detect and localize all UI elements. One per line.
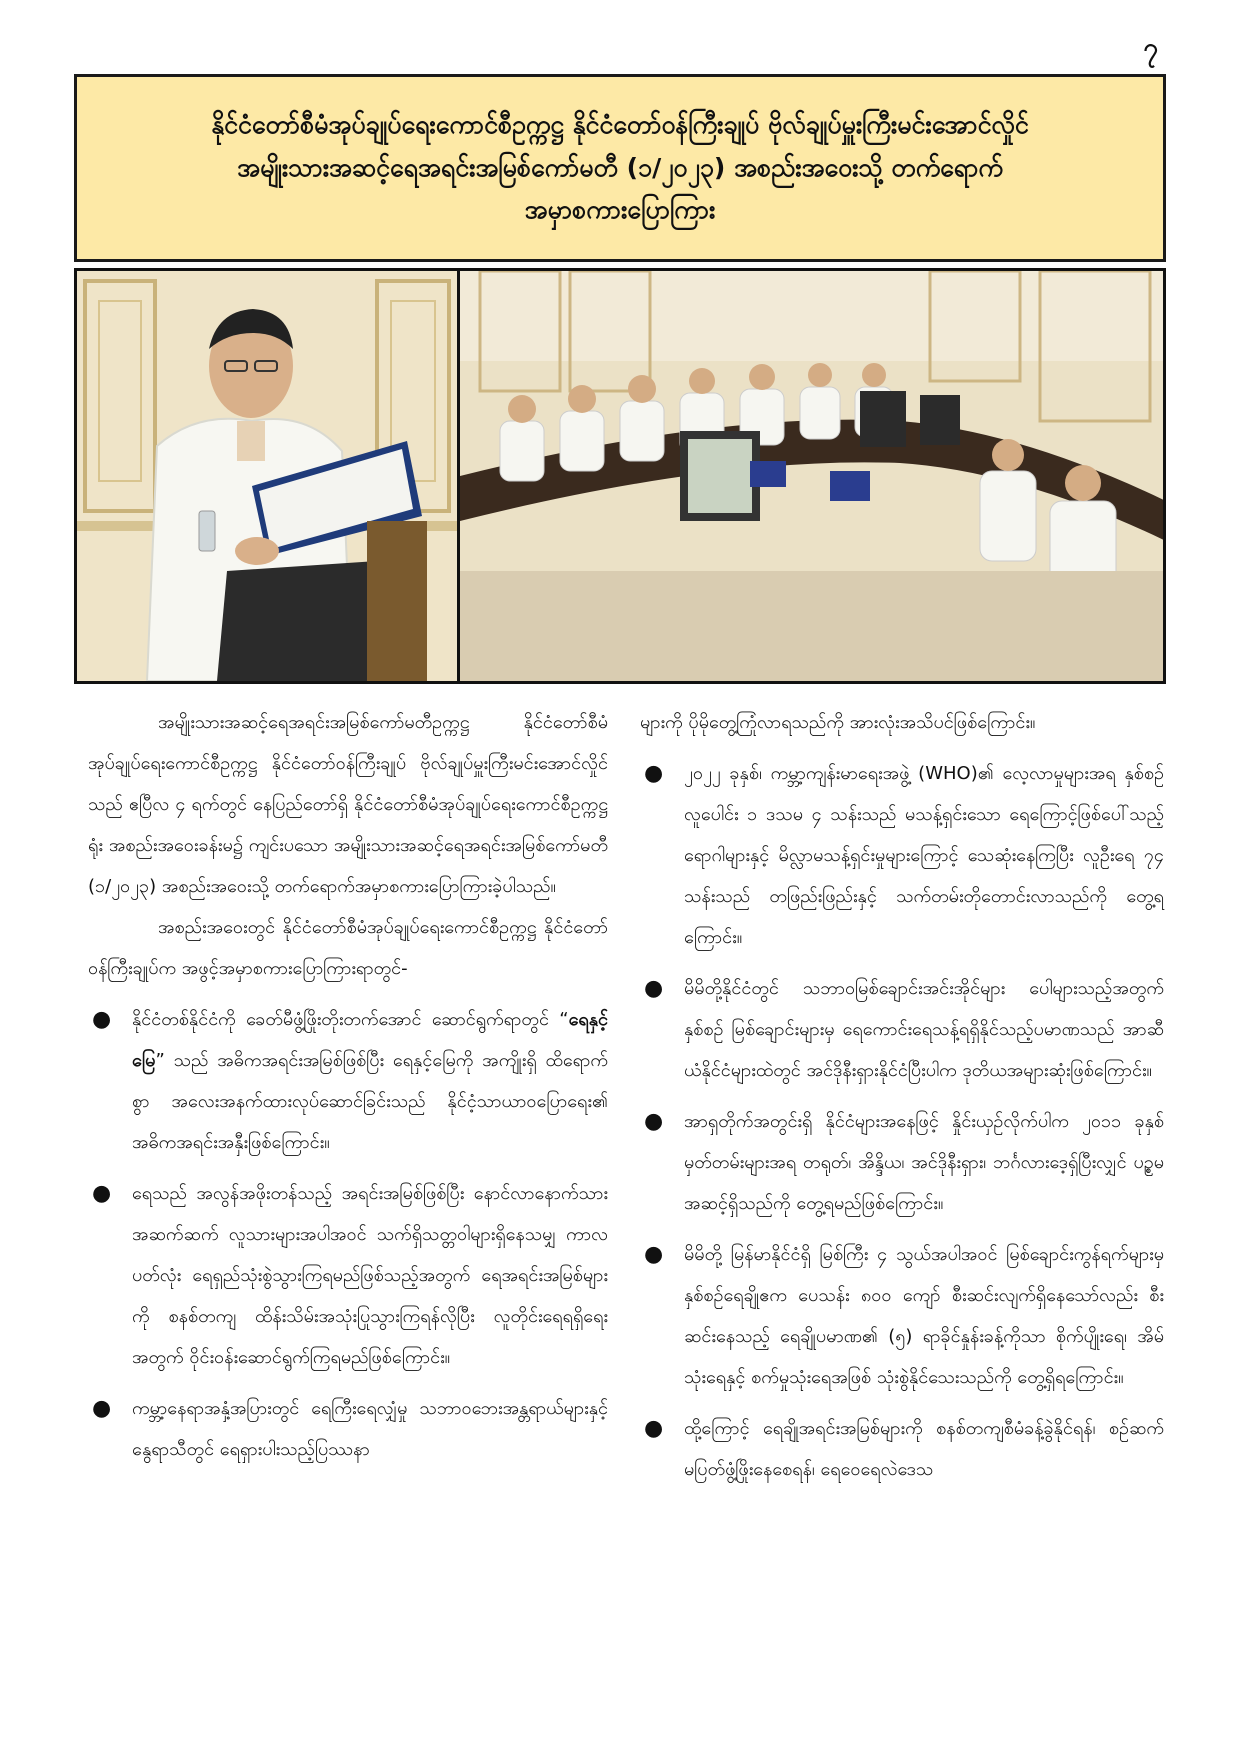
list-item <box>88 999 608 1163</box>
bullet-text: အာရှတိုက်အတွင်းရှိ နိုင်ငံများအနေဖြင့် နှိုင်းယှဉ်လိုက်ပါက ၂၀၁၁ ခုနှစ် မှတ်တမ်းများအရ တရုတ်၊ အိန္ဒိယ၊ အင်ဒိုနီးရှား၊ ဘင်္ဂလားဒေ့ရှ်ပြီးလျှင် ပဉ္စမအဆင့်ရှိသည်ကို တွေ့ရမည်ဖြစ်ကြောင်း။ <box>684 1111 1164 1214</box>
bullet-text: ၂၀၂၂ ခုနှစ်၊ ကမ္ဘာ့ကျန်းမာရေးအဖွဲ့ (WHO)၏ လေ့လာမှုများအရ နှစ်စဉ် လူပေါင်း ၁ ဒသမ ၄ သန်းသည် မသန့်ရှင်းသော ရေကြောင့်ဖြစ်ပေါ်သည့် ရောဂါများနှင့် မိလ္လာမသန့်ရှင်းမှုများကြောင့် သေဆုံးနေကြပြီး လူဦးရေ ၇၄ သန်းသည် တဖြည်းဖြည်းနှင့် သက်တမ်းတိုတောင်းလာသည်ကို တွေ့ရကြောင်း။ <box>684 763 1164 948</box>
right-column <box>640 702 1164 1498</box>
speaker-photo-illustration <box>77 271 457 681</box>
list-item <box>640 753 1164 958</box>
title-line-2: အမျိုးသားအဆင့်ရေအရင်းအမြစ်ကော်မတီ (၁/၂၀၂၃) အစည်းအဝေးသို့ တက်ရောက် <box>237 152 1003 182</box>
meeting-room-illustration <box>460 271 1163 681</box>
left-bullet-list <box>88 999 608 1470</box>
bullet-icon: ● <box>92 1007 112 1032</box>
bullet-text: မိမိတို့ မြန်မာနိုင်ငံရှိ မြစ်ကြီး ၄ သွယ်အပါအဝင် မြစ်ချောင်းကွန်ရက်များမှ နှစ်စဉ်ရေချိုဧက ပေသန်း ၈၀၀ ကျော် စီးဆင်းလျက်ရှိနေသော်လည်း စီးဆင်းနေသည့် ရေချိုပမာဏ၏ (၅) ရာခိုင်နှုန်းခန့်ကိုသာ စိုက်ပျိုးရေ၊ အိမ်သုံးရေနှင့် စက်မှုသုံးရေအဖြစ် သုံးစွဲနိုင်သေးသည်ကို တွေ့ရှိရကြောင်း။ <box>684 1244 1164 1388</box>
body-paragraph-2: အစည်းအဝေးတွင် နိုင်ငံတော်စီမံအုပ်ချုပ်ရေးကောင်စီဥက္ကဋ္ဌ နိုင်ငံတော်ဝန်ကြီးချုပ်က အဖွင့်အမှာစကားပြောကြားရာတွင်- <box>88 917 608 979</box>
left-column <box>88 702 608 1478</box>
list-item <box>640 1101 1164 1224</box>
bullet-icon: ● <box>92 1396 112 1421</box>
title-line-1: နိုင်ငံတော်စီမံအုပ်ချုပ်ရေးကောင်စီဥက္ကဋ္ဌ နိုင်ငံတော်ဝန်ကြီးချုပ် ဗိုလ်ချုပ်မှူးကြီးမင်းအောင်လှိုင် <box>211 110 1029 140</box>
list-item <box>640 1408 1164 1490</box>
speaker-photo <box>77 271 457 681</box>
bullet-icon: ● <box>92 1181 112 1206</box>
article-title-box <box>74 74 1166 262</box>
continued-paragraph: များကို ပိုမိုတွေ့ကြုံလာရသည်ကို အားလုံးအသိပင်ဖြစ်ကြောင်း။ <box>640 712 1036 733</box>
bullet-text: ရေသည် အလွန်အဖိုးတန်သည့် အရင်းအမြစ်ဖြစ်ပြီး နောင်လာနောက်သားအဆက်ဆက် လူသားများအပါအဝင် သက်ရှိသတ္တဝါများရှိနေသမျှ ကာလပတ်လုံး ရေရှည်သုံးစွဲသွားကြရမည်ဖြစ်သည့်အတွက် ရေအရင်းအမြစ်များကို စနစ်တကျ ထိန်းသိမ်းအသုံးပြုသွားကြရန်လိုပြီး လူတိုင်းရေရရှိရေးအတွက် ဝိုင်းဝန်းဆောင်ရွက်ကြရမည်ဖြစ်ကြောင်း။ <box>132 1183 608 1368</box>
bullet-text: မိမိတို့နိုင်ငံတွင် သဘာဝမြစ်ချောင်းအင်းအိုင်များ ပေါများသည့်အတွက် နှစ်စဉ် မြစ်ချောင်းများမှ ရေကောင်းရေသန့်ရရှိနိုင်သည့်ပမာဏသည် အာဆီယံနိုင်ငံများထဲတွင် အင်ဒိုနီးရှားနိုင်ငံပြီးပါက ဒုတိယအများဆုံးဖြစ်ကြောင်း။ <box>684 978 1164 1081</box>
list-item <box>88 1388 608 1470</box>
bullet-text-after: ” သည် အဓိကအရင်းအမြစ်ဖြစ်ပြီး ရေနှင့်မြေကို အကျိုးရှိ ထိရောက်စွာ အလေးအနက်ထားလုပ်ဆောင်ခြင်းသည် နိုင်ငံ့သာယာဝပြောရေး၏ အဓိကအရင်းအနှီးဖြစ်ကြောင်း။ <box>132 1050 608 1153</box>
list-item <box>640 1234 1164 1398</box>
bullet-bold-phrase: ရေနှင့် မြေ <box>132 1009 608 1071</box>
title-line-3: အမှာစကားပြောကြား <box>524 195 716 225</box>
list-item <box>88 1173 608 1378</box>
bullet-icon: ● <box>644 761 664 786</box>
body-paragraph-1: အမျိုးသားအဆင့်ရေအရင်းအမြစ်ကော်မတီဥက္ကဋ္ဌ နိုင်ငံတော်စီမံအုပ်ချုပ်ရေးကောင်စီဥက္ကဋ္ဌ နိုင်ငံတော်ဝန်ကြီးချုပ် ဗိုလ်ချုပ်မှူးကြီးမင်းအောင်လှိုင်သည် ဧပြီလ ၄ ရက်တွင် နေပြည်တော်ရှိ နိုင်ငံတော်စီမံအုပ်ချုပ်ရေးကောင်စီဥက္ကဋ္ဌရုံး အစည်းအဝေးခန်းမ၌ ကျင်းပသော အမျိုးသားအဆင့်ရေအရင်းအမြစ်ကော်မတီ (၁/၂၀၂၃) အစည်းအဝေးသို့ တက်ရောက်အမှာစကားပြောကြားခဲ့ပါသည်။ <box>88 712 608 897</box>
right-bullet-list <box>640 753 1164 1490</box>
bullet-icon: ● <box>644 1109 664 1134</box>
bullet-text: ကမ္ဘာ့နေရာအနှံ့အပြားတွင် ရေကြီးရေလျှံမှု သဘာဝဘေးအန္တရာယ်များနှင့် နွေရာသီတွင် ရေရှားပါးသည့်ပြဿနာ <box>132 1398 608 1460</box>
bullet-text: ထို့ကြောင့် ရေချိုအရင်းအမြစ်များကို စနစ်တကျစီမံခန့်ခွဲနိုင်ရန်၊ စဉ်ဆက်မပြတ်ဖွံ့ဖြိုးနေစေရန်၊ ရေဝေရေလဲဒေသ <box>684 1418 1164 1480</box>
page-number: ၇ <box>1143 33 1158 63</box>
bullet-icon: ● <box>644 1242 664 1267</box>
bullet-icon: ● <box>644 976 664 1001</box>
bullet-icon: ● <box>644 1416 664 1441</box>
meeting-room-photo <box>460 271 1163 681</box>
photo-frame <box>74 268 1166 684</box>
list-item <box>640 968 1164 1091</box>
bullet-text-before: နိုင်ငံတစ်နိုင်ငံကို ခေတ်မီဖွံ့ဖြိုးတိုးတက်အောင် ဆောင်ရွက်ရာတွင် “ <box>132 1009 569 1030</box>
